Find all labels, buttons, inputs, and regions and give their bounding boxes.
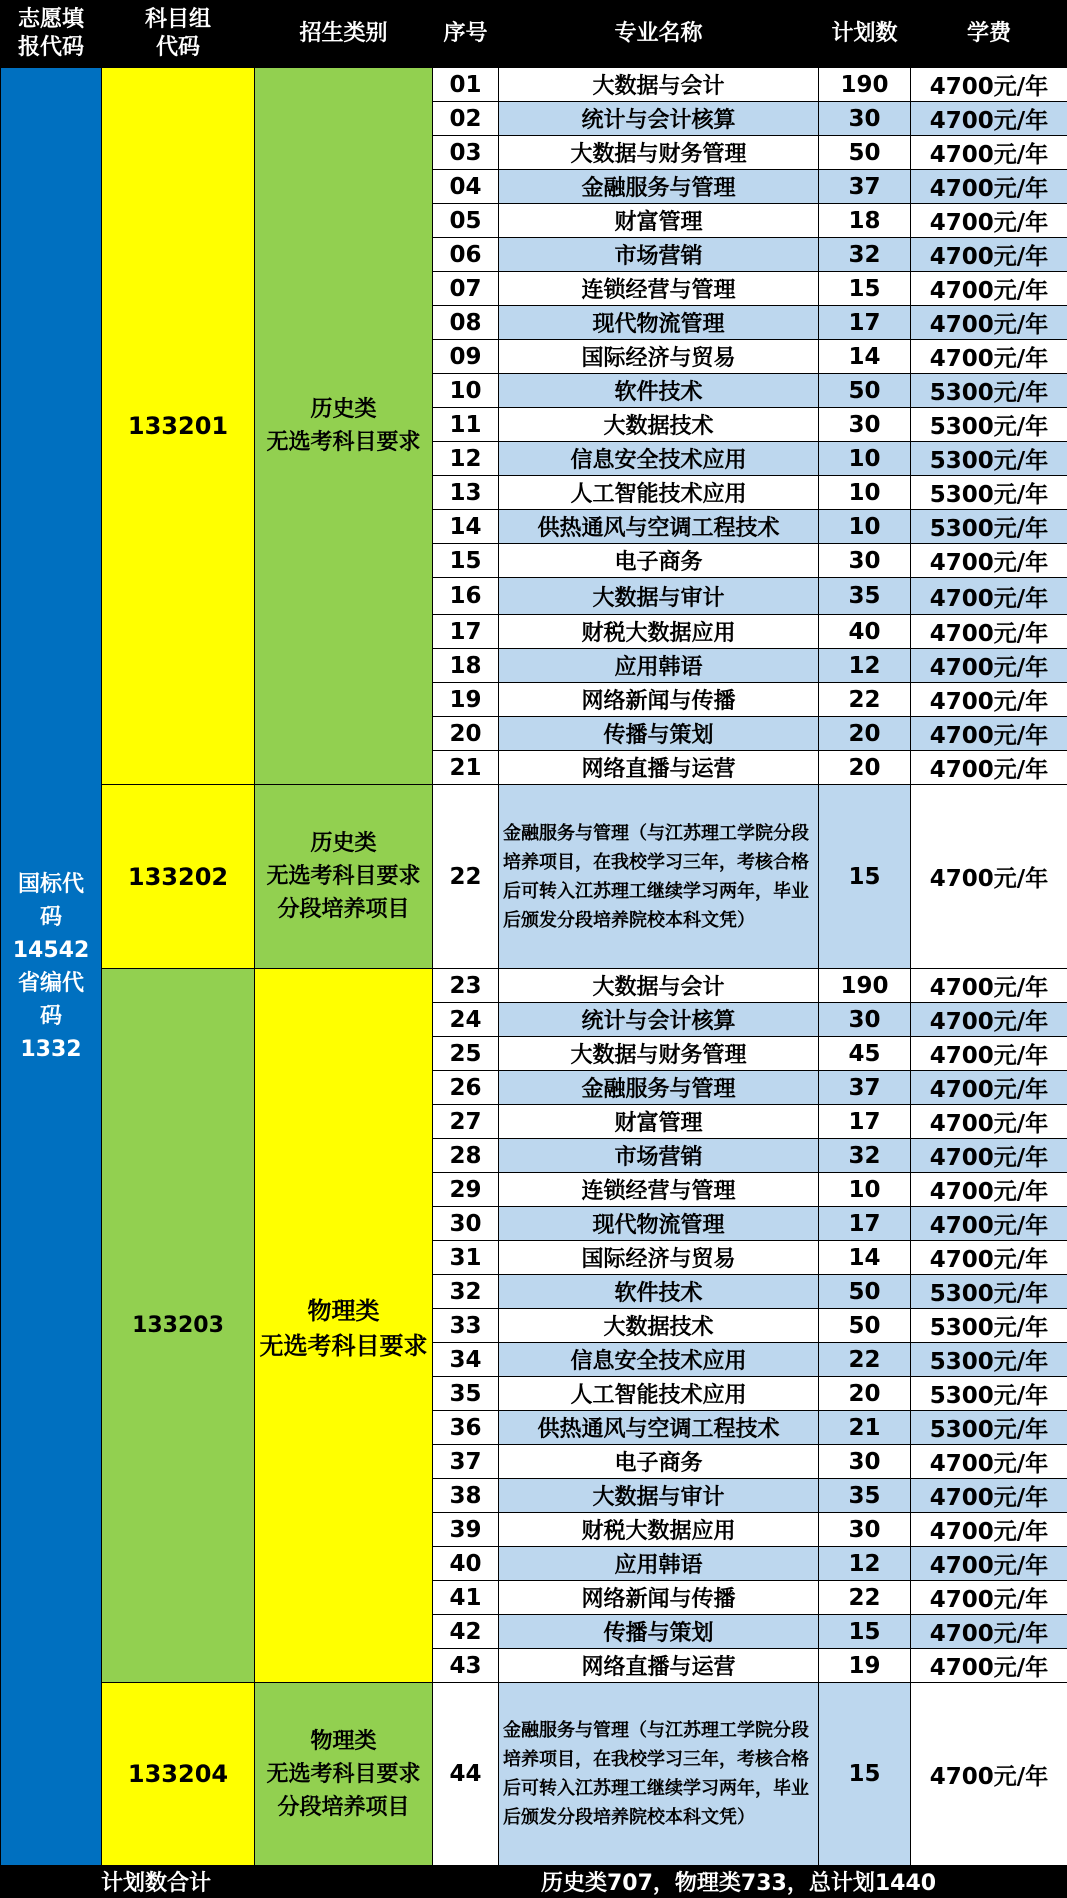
serial-number-cell: 18 <box>433 649 499 683</box>
tuition-cell: 4700元/年 <box>911 136 1067 170</box>
plan-count-cell: 40 <box>819 615 911 649</box>
tuition-cell: 4700元/年 <box>911 1547 1067 1581</box>
plan-count-cell: 190 <box>819 969 911 1003</box>
table-body <box>1 68 1067 1866</box>
serial-number-cell: 36 <box>433 1411 499 1445</box>
plan-count-cell: 190 <box>819 68 911 102</box>
serial-number-cell: 28 <box>433 1139 499 1173</box>
tuition-cell: 5300元/年 <box>911 442 1067 476</box>
subject-group-code-cell: 133203 <box>102 969 255 1683</box>
plan-count-cell: 18 <box>819 204 911 238</box>
plan-count-cell: 50 <box>819 374 911 408</box>
tuition-cell: 5300元/年 <box>911 1343 1067 1377</box>
plan-count-cell: 30 <box>819 1445 911 1479</box>
serial-number-cell: 32 <box>433 1275 499 1309</box>
serial-number-cell: 44 <box>433 1683 499 1866</box>
header-serial-number: 序号 <box>433 1 499 68</box>
serial-number-cell: 02 <box>433 102 499 136</box>
plan-count-cell: 10 <box>819 476 911 510</box>
enrollment-category-cell: 物理类 无选考科目要求 分段培养项目 <box>255 1683 433 1866</box>
serial-number-cell: 26 <box>433 1071 499 1105</box>
serial-number-cell: 17 <box>433 615 499 649</box>
tuition-cell: 4700元/年 <box>911 1615 1067 1649</box>
tuition-cell: 4700元/年 <box>911 683 1067 717</box>
plan-count-cell: 17 <box>819 1105 911 1139</box>
major-name-cell: 大数据技术 <box>499 1309 819 1343</box>
major-name-cell: 供热通风与空调工程技术 <box>499 1411 819 1445</box>
tuition-cell: 4700元/年 <box>911 1649 1067 1683</box>
major-name-cell: 应用韩语 <box>499 649 819 683</box>
serial-number-cell: 22 <box>433 785 499 969</box>
plan-count-cell: 20 <box>819 751 911 785</box>
plan-count-cell: 20 <box>819 717 911 751</box>
major-name-cell: 财富管理 <box>499 204 819 238</box>
major-name-cell: 现代物流管理 <box>499 1207 819 1241</box>
serial-number-cell: 29 <box>433 1173 499 1207</box>
plan-count-cell: 20 <box>819 1377 911 1411</box>
major-name-cell: 财税大数据应用 <box>499 615 819 649</box>
major-name-cell: 金融服务与管理 <box>499 170 819 204</box>
tuition-cell: 4700元/年 <box>911 1479 1067 1513</box>
major-name-cell: 电子商务 <box>499 1445 819 1479</box>
serial-number-cell: 31 <box>433 1241 499 1275</box>
serial-number-cell: 15 <box>433 544 499 578</box>
major-name-cell: 大数据与财务管理 <box>499 136 819 170</box>
serial-number-cell: 35 <box>433 1377 499 1411</box>
plan-count-cell: 12 <box>819 649 911 683</box>
serial-number-cell: 24 <box>433 1003 499 1037</box>
serial-number-cell: 03 <box>433 136 499 170</box>
plan-count-cell: 37 <box>819 1071 911 1105</box>
major-name-cell: 大数据与会计 <box>499 68 819 102</box>
tuition-cell: 5300元/年 <box>911 374 1067 408</box>
table-row <box>1 785 1067 969</box>
major-name-cell: 供热通风与空调工程技术 <box>499 510 819 544</box>
major-name-cell: 人工智能技术应用 <box>499 1377 819 1411</box>
enrollment-category-cell: 历史类 无选考科目要求 <box>255 68 433 785</box>
major-name-cell: 大数据与审计 <box>499 578 819 615</box>
school-code-cell: 国标代 码 14542 省编代 码 1332 <box>1 68 102 1866</box>
tuition-cell: 4700元/年 <box>911 102 1067 136</box>
tuition-cell: 4700元/年 <box>911 969 1067 1003</box>
major-name-cell: 大数据与财务管理 <box>499 1037 819 1071</box>
major-name-cell: 电子商务 <box>499 544 819 578</box>
major-name-cell: 财富管理 <box>499 1105 819 1139</box>
serial-number-cell: 25 <box>433 1037 499 1071</box>
plan-count-cell: 15 <box>819 1683 911 1866</box>
plan-count-cell: 22 <box>819 683 911 717</box>
major-name-cell: 传播与策划 <box>499 1615 819 1649</box>
major-name-cell: 信息安全技术应用 <box>499 442 819 476</box>
tuition-cell: 4700元/年 <box>911 578 1067 615</box>
plan-count-cell: 14 <box>819 340 911 374</box>
plan-count-cell: 30 <box>819 1003 911 1037</box>
serial-number-cell: 04 <box>433 170 499 204</box>
plan-count-cell: 30 <box>819 102 911 136</box>
major-name-cell: 人工智能技术应用 <box>499 476 819 510</box>
plan-count-cell: 12 <box>819 1547 911 1581</box>
plan-count-cell: 15 <box>819 1615 911 1649</box>
plan-count-cell: 17 <box>819 306 911 340</box>
serial-number-cell: 34 <box>433 1343 499 1377</box>
tuition-cell: 5300元/年 <box>911 1275 1067 1309</box>
tuition-cell: 4700元/年 <box>911 785 1067 969</box>
major-name-cell: 软件技术 <box>499 1275 819 1309</box>
header-row <box>1 1 1067 68</box>
serial-number-cell: 23 <box>433 969 499 1003</box>
plan-count-cell: 50 <box>819 1275 911 1309</box>
tuition-cell: 4700元/年 <box>911 1003 1067 1037</box>
serial-number-cell: 11 <box>433 408 499 442</box>
major-name-cell: 大数据与会计 <box>499 969 819 1003</box>
serial-number-cell: 41 <box>433 1581 499 1615</box>
header-application-code: 志愿填 报代码 <box>1 1 102 68</box>
serial-number-cell: 27 <box>433 1105 499 1139</box>
tuition-cell: 4700元/年 <box>911 1173 1067 1207</box>
tuition-cell: 5300元/年 <box>911 1309 1067 1343</box>
tuition-cell: 4700元/年 <box>911 1071 1067 1105</box>
plan-count-cell: 50 <box>819 1309 911 1343</box>
tuition-cell: 4700元/年 <box>911 1581 1067 1615</box>
serial-number-cell: 19 <box>433 683 499 717</box>
tuition-cell: 4700元/年 <box>911 1139 1067 1173</box>
plan-count-cell: 37 <box>819 170 911 204</box>
subject-group-code-cell: 133202 <box>102 785 255 969</box>
serial-number-cell: 08 <box>433 306 499 340</box>
major-name-cell: 金融服务与管理 <box>499 1071 819 1105</box>
plan-count-cell: 17 <box>819 1207 911 1241</box>
plan-count-cell: 19 <box>819 1649 911 1683</box>
plan-count-cell: 45 <box>819 1037 911 1071</box>
tuition-cell: 4700元/年 <box>911 544 1067 578</box>
plan-count-cell: 30 <box>819 544 911 578</box>
header-plan-count: 计划数 <box>819 1 911 68</box>
major-name-cell: 连锁经营与管理 <box>499 1173 819 1207</box>
tuition-cell: 4700元/年 <box>911 68 1067 102</box>
tuition-cell: 4700元/年 <box>911 1105 1067 1139</box>
major-name-cell: 金融服务与管理（与江苏理工学院分段培养项目，在我校学习三年，考核合格后可转入江苏理工继续学习两年，毕业后颁发分段培养院校本科文凭） <box>499 785 819 969</box>
major-name-cell: 连锁经营与管理 <box>499 272 819 306</box>
major-name-cell: 信息安全技术应用 <box>499 1343 819 1377</box>
plan-count-cell: 21 <box>819 1411 911 1445</box>
serial-number-cell: 10 <box>433 374 499 408</box>
tuition-cell: 4700元/年 <box>911 306 1067 340</box>
serial-number-cell: 33 <box>433 1309 499 1343</box>
enrollment-category-cell: 历史类 无选考科目要求 分段培养项目 <box>255 785 433 969</box>
plan-count-cell: 10 <box>819 510 911 544</box>
serial-number-cell: 05 <box>433 204 499 238</box>
major-name-cell: 大数据技术 <box>499 408 819 442</box>
header-tuition: 学费 <box>911 1 1067 68</box>
subject-group-code-cell: 133201 <box>102 68 255 785</box>
major-name-cell: 网络新闻与传播 <box>499 1581 819 1615</box>
tuition-cell: 5300元/年 <box>911 476 1067 510</box>
serial-number-cell: 38 <box>433 1479 499 1513</box>
major-name-cell: 国际经济与贸易 <box>499 1241 819 1275</box>
major-name-cell: 网络直播与运营 <box>499 1649 819 1683</box>
serial-number-cell: 01 <box>433 68 499 102</box>
serial-number-cell: 06 <box>433 238 499 272</box>
major-name-cell: 应用韩语 <box>499 1547 819 1581</box>
tuition-cell: 4700元/年 <box>911 272 1067 306</box>
plan-count-cell: 22 <box>819 1343 911 1377</box>
footer-row <box>1 1866 1067 1898</box>
tuition-cell: 5300元/年 <box>911 408 1067 442</box>
serial-number-cell: 40 <box>433 1547 499 1581</box>
major-name-cell: 软件技术 <box>499 374 819 408</box>
tuition-cell: 4700元/年 <box>911 204 1067 238</box>
plan-count-cell: 35 <box>819 578 911 615</box>
table-row <box>1 969 1067 1003</box>
tuition-cell: 4700元/年 <box>911 1683 1067 1866</box>
serial-number-cell: 20 <box>433 717 499 751</box>
serial-number-cell: 21 <box>433 751 499 785</box>
plan-count-cell: 50 <box>819 136 911 170</box>
serial-number-cell: 37 <box>433 1445 499 1479</box>
tuition-cell: 4700元/年 <box>911 717 1067 751</box>
serial-number-cell: 43 <box>433 1649 499 1683</box>
major-name-cell: 统计与会计核算 <box>499 1003 819 1037</box>
serial-number-cell: 30 <box>433 1207 499 1241</box>
serial-number-cell: 16 <box>433 578 499 615</box>
serial-number-cell: 09 <box>433 340 499 374</box>
plan-count-cell: 32 <box>819 238 911 272</box>
major-name-cell: 市场营销 <box>499 238 819 272</box>
major-name-cell: 网络直播与运营 <box>499 751 819 785</box>
tuition-cell: 4700元/年 <box>911 1445 1067 1479</box>
plan-count-cell: 35 <box>819 1479 911 1513</box>
plan-count-cell: 15 <box>819 785 911 969</box>
major-name-cell: 金融服务与管理（与江苏理工学院分段培养项目，在我校学习三年，考核合格后可转入江苏理工继续学习两年，毕业后颁发分段培养院校本科文凭） <box>499 1683 819 1866</box>
serial-number-cell: 42 <box>433 1615 499 1649</box>
tuition-cell: 4700元/年 <box>911 751 1067 785</box>
table-row <box>1 68 1067 102</box>
plan-count-cell: 10 <box>819 442 911 476</box>
header-subject-group-code: 科目组 代码 <box>102 1 255 68</box>
tuition-cell: 5300元/年 <box>911 1377 1067 1411</box>
plan-count-cell: 10 <box>819 1173 911 1207</box>
major-name-cell: 统计与会计核算 <box>499 102 819 136</box>
major-name-cell: 传播与策划 <box>499 717 819 751</box>
serial-number-cell: 13 <box>433 476 499 510</box>
tuition-cell: 4700元/年 <box>911 1037 1067 1071</box>
major-name-cell: 网络新闻与传播 <box>499 683 819 717</box>
plan-count-cell: 30 <box>819 408 911 442</box>
serial-number-cell: 07 <box>433 272 499 306</box>
header-enrollment-category: 招生类别 <box>255 1 433 68</box>
enrollment-category-cell: 物理类 无选考科目要求 <box>255 969 433 1683</box>
serial-number-cell: 14 <box>433 510 499 544</box>
tuition-cell: 4700元/年 <box>911 649 1067 683</box>
serial-number-cell: 39 <box>433 1513 499 1547</box>
tuition-cell: 4700元/年 <box>911 340 1067 374</box>
major-name-cell: 大数据与审计 <box>499 1479 819 1513</box>
serial-number-cell: 12 <box>433 442 499 476</box>
header-major-name: 专业名称 <box>499 1 819 68</box>
major-name-cell: 市场营销 <box>499 1139 819 1173</box>
tuition-cell: 4700元/年 <box>911 1241 1067 1275</box>
footer-total-summary: 历史类707，物理类733，总计划1440 <box>433 1866 1067 1898</box>
tuition-cell: 4700元/年 <box>911 615 1067 649</box>
table-row <box>1 1683 1067 1866</box>
plan-count-cell: 14 <box>819 1241 911 1275</box>
tuition-cell: 4700元/年 <box>911 238 1067 272</box>
plan-count-cell: 30 <box>819 1513 911 1547</box>
footer-total-label: 计划数合计 <box>1 1866 433 1898</box>
plan-count-cell: 22 <box>819 1581 911 1615</box>
plan-count-cell: 32 <box>819 1139 911 1173</box>
major-name-cell: 国际经济与贸易 <box>499 340 819 374</box>
plan-count-cell: 15 <box>819 272 911 306</box>
tuition-cell: 4700元/年 <box>911 1513 1067 1547</box>
subject-group-code-cell: 133204 <box>102 1683 255 1866</box>
tuition-cell: 5300元/年 <box>911 1411 1067 1445</box>
tuition-cell: 4700元/年 <box>911 1207 1067 1241</box>
major-name-cell: 财税大数据应用 <box>499 1513 819 1547</box>
major-name-cell: 现代物流管理 <box>499 306 819 340</box>
tuition-cell: 4700元/年 <box>911 170 1067 204</box>
tuition-cell: 5300元/年 <box>911 510 1067 544</box>
